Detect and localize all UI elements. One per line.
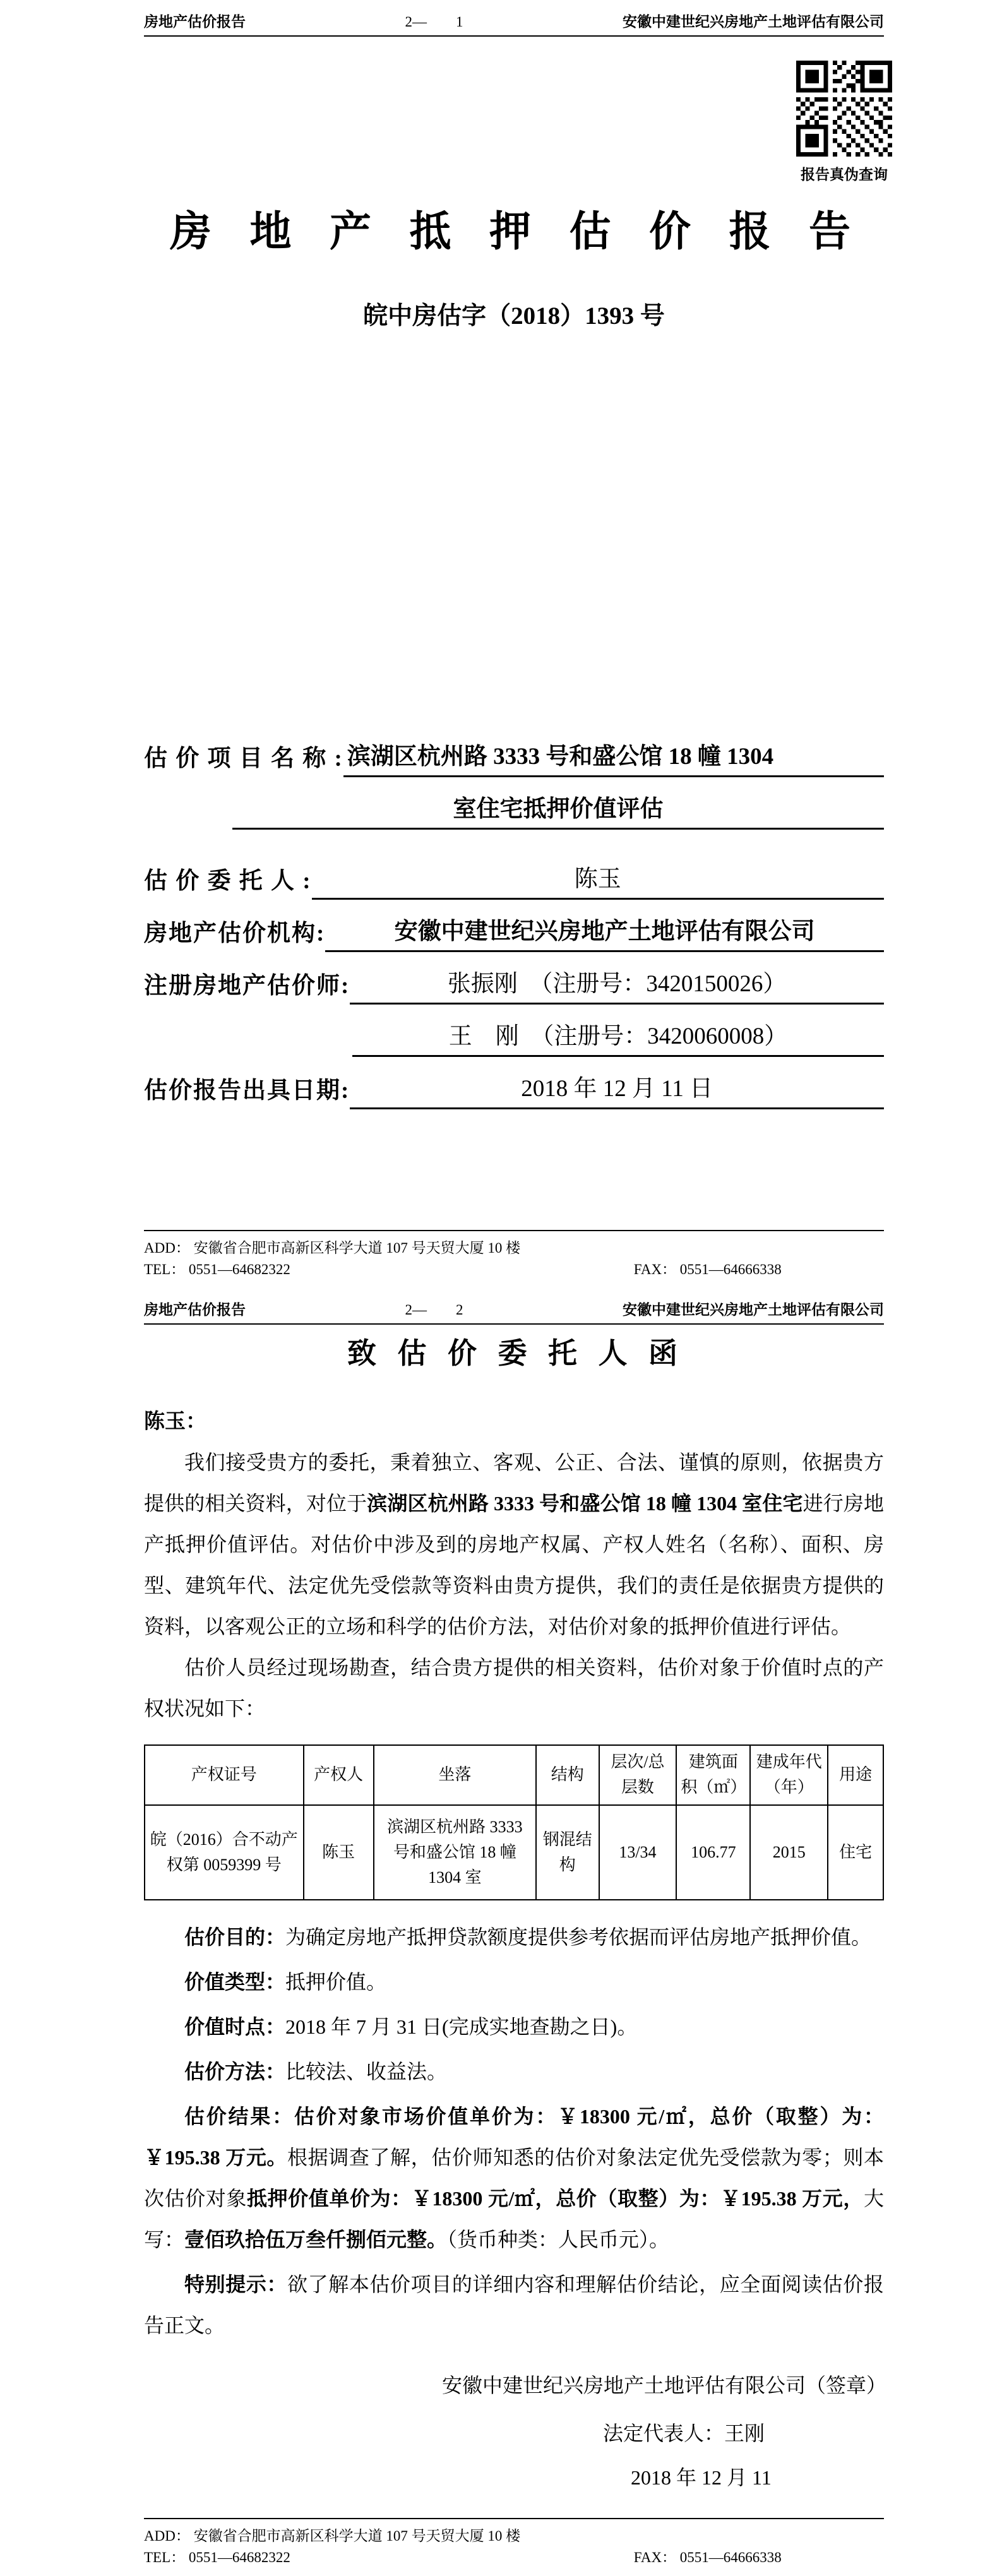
- th-usage: 用途: [828, 1745, 883, 1805]
- footer-contact-line: [144, 1259, 884, 1280]
- item-notice: [144, 2264, 884, 2346]
- th-cert-no: 产权证号: [145, 1745, 304, 1805]
- cover-fields: [144, 739, 884, 1109]
- qr-code-icon: [796, 61, 892, 157]
- footer-tel: TEL： 0551—64682322: [144, 2549, 290, 2565]
- header-company-name: 安徽中建世纪兴房地产土地评估有限公司: [623, 14, 884, 30]
- item-purpose: [144, 1917, 884, 1958]
- field-appraiser-label: 注册房地产估价师:: [144, 973, 350, 999]
- th-structure: 结构: [536, 1745, 599, 1805]
- item-value-type: [144, 1962, 884, 2003]
- item-value-type-text: 抵押价值。: [285, 1970, 387, 1993]
- item-method-label: 估价方法：: [184, 2060, 286, 2083]
- item-purpose-label: 估价目的：: [184, 1925, 286, 1948]
- field-client-value: 陈玉: [312, 861, 884, 900]
- signature-block: [144, 2365, 887, 2498]
- item-result-text-3: （货币种类：人民币元）。: [447, 2227, 670, 2251]
- th-owner: 产权人: [304, 1745, 374, 1805]
- field-appraiser1-value: 张振刚 （注册号：3420150026）: [350, 966, 884, 1005]
- letter-title: 致 估 价 委 托 人 函: [347, 1337, 681, 1369]
- item-notice-label: 特别提示：: [184, 2272, 288, 2296]
- field-report-date: [144, 1071, 884, 1109]
- field-agency-value: 安徽中建世纪兴房地产土地评估有限公司: [325, 914, 884, 952]
- field-appraiser-2: [144, 1018, 884, 1057]
- footer-fax: FAX： 0551—64666338: [633, 2549, 782, 2565]
- th-floor: 层次/总层数: [599, 1745, 677, 1805]
- item-result-bold-3: 壹佰玖拾伍万叁仟捌佰元整。: [184, 2227, 448, 2251]
- field-agency: [144, 914, 884, 952]
- qr-caption: 报告真伪查询: [801, 167, 888, 182]
- para1-property-bold: 滨湖区杭州路 3333 号和盛公馆 18 幢 1304 室住宅: [367, 1491, 803, 1515]
- para1-text-c: 进行房地产抵押价值评估。对估价中涉及到的房地产权属、产权人姓名（名称）、面积、房型、建筑年代、法定优先受偿款等资料由贵方提供，我们的责任是依据贵方提供的资料，以客观公正的立场和科学的估价方法，对估价对象的抵押价值进行评估。: [144, 1491, 884, 1638]
- item-result-text-2: 大写：: [144, 2186, 884, 2251]
- td-location: 滨湖区杭州路 3333 号和盛公馆 18 幢 1304 室: [374, 1805, 536, 1900]
- letter-paragraph-2: 估价人员经过现场勘查，结合贵方提供的相关资料，估价对象于价值时点的产权状况如下：: [144, 1655, 884, 1720]
- footer-tel: TEL： 0551—64682322: [144, 1261, 290, 1277]
- header-doc-title: 房地产估价报告: [144, 1302, 246, 1318]
- field-agency-label: 房地产估价机构:: [144, 921, 326, 947]
- field-project-continuation: [144, 791, 884, 830]
- para1-text-a: 我们接受贵方的委托，秉着独立、客观、公正、合法、谨慎的原则，依据贵方提供的相关资料，对位于: [144, 1450, 884, 1515]
- letter-paragraph-1: [144, 1442, 884, 1647]
- page1-header: [144, 13, 884, 37]
- page-2: [0, 1288, 1002, 2576]
- field-appraiser2-value: 王 刚 （注册号：3420060008）: [352, 1018, 884, 1057]
- header-doc-title: 房地产估价报告: [144, 14, 246, 30]
- item-value-type-label: 价值类型：: [184, 1970, 286, 1993]
- field-appraiser-1: [144, 966, 884, 1005]
- header-company-name: 安徽中建世纪兴房地产土地评估有限公司: [623, 1302, 884, 1318]
- td-structure: 钢混结构: [536, 1805, 599, 1900]
- field-client: [144, 861, 884, 900]
- td-cert-no: 皖（2016）合不动产权第 0059399 号: [145, 1805, 304, 1900]
- item-method: [144, 2051, 884, 2092]
- signature-date: 2018 年 12 月 11: [631, 2466, 772, 2489]
- item-result-bold-2: 抵押价值单价为：￥18300 元/㎡，总价（取整）为：￥195.38 万元，: [246, 2186, 864, 2210]
- page2-header: [144, 1301, 884, 1325]
- item-result-label: 估价结果：: [184, 2104, 294, 2128]
- footer-contact-line: [144, 2547, 884, 2568]
- field-client-label: 估 价 委 托 人 :: [144, 868, 312, 895]
- field-project: [144, 739, 884, 777]
- qr-verification-block: [796, 61, 892, 184]
- property-rights-table: [144, 1744, 884, 1900]
- field-date-label: 估价报告出具日期:: [144, 1078, 350, 1104]
- th-location: 坐落: [374, 1745, 536, 1805]
- report-number: 皖中房估字（2018）1393 号: [363, 302, 665, 330]
- item-notice-text: 欲了解本估价项目的详细内容和理解估价结论，应全面阅读估价报告正文。: [144, 2272, 884, 2337]
- signature-legal-rep: 法定代表人：王刚: [603, 2421, 765, 2445]
- td-year-built: 2015: [750, 1805, 828, 1900]
- field-project-value-line1: 滨湖区杭州路 3333 号和盛公馆 18 幢 1304: [343, 739, 884, 777]
- header-page-number: 2— 1: [405, 14, 463, 30]
- th-area: 建筑面积（㎡）: [676, 1745, 750, 1805]
- table-row: [145, 1805, 883, 1900]
- th-year-built: 建成年代（年）: [750, 1745, 828, 1805]
- item-purpose-text: 为确定房地产抵押贷款额度提供参考依据而评估房地产抵押价值。: [285, 1925, 872, 1948]
- item-result: [144, 2096, 884, 2260]
- td-area: 106.77: [676, 1805, 750, 1900]
- item-method-text: 比较法、收益法。: [285, 2060, 448, 2083]
- page1-footer: [144, 1230, 884, 1280]
- header-page-number: 2— 2: [405, 1302, 463, 1318]
- page2-footer: [144, 2518, 884, 2568]
- td-usage: 住宅: [828, 1805, 883, 1900]
- signature-company: 安徽中建世纪兴房地产土地评估有限公司（签章）: [442, 2373, 887, 2397]
- item-result-text-1: 根据调查了解，估价师知悉的估价对象法定优先受偿款为零；则本次估价对象: [144, 2145, 884, 2210]
- letter-salutation: 陈玉：: [144, 1410, 206, 1433]
- td-owner: 陈玉: [304, 1805, 374, 1900]
- footer-address: ADD： 安徽省合肥市高新区科学大道 107 号天贸大厦 10 楼: [144, 1240, 521, 1256]
- td-floor: 13/34: [599, 1805, 677, 1900]
- field-project-label: 估 价 项 目 名 称 :: [144, 746, 343, 772]
- field-date-value: 2018 年 12 月 11 日: [350, 1071, 884, 1109]
- footer-fax: FAX： 0551—64666338: [633, 1261, 782, 1277]
- table-header-row: [145, 1745, 883, 1805]
- item-value-date-text: 2018 年 7 月 31 日(完成实地查勘之日)。: [285, 2015, 638, 2038]
- item-result-bold-1: 估价对象市场价值单价为：￥18300 元/㎡，总价（取整）为：￥195.38 万元。: [144, 2104, 884, 2169]
- footer-address: ADD： 安徽省合肥市高新区科学大道 107 号天贸大厦 10 楼: [144, 2528, 521, 2544]
- field-project-value-line2: 室住宅抵押价值评估: [232, 791, 884, 830]
- item-value-date: [144, 2007, 884, 2048]
- item-value-date-label: 价值时点：: [184, 2015, 286, 2038]
- report-title: 房 地 产 抵 押 估 价 报 告: [170, 209, 858, 255]
